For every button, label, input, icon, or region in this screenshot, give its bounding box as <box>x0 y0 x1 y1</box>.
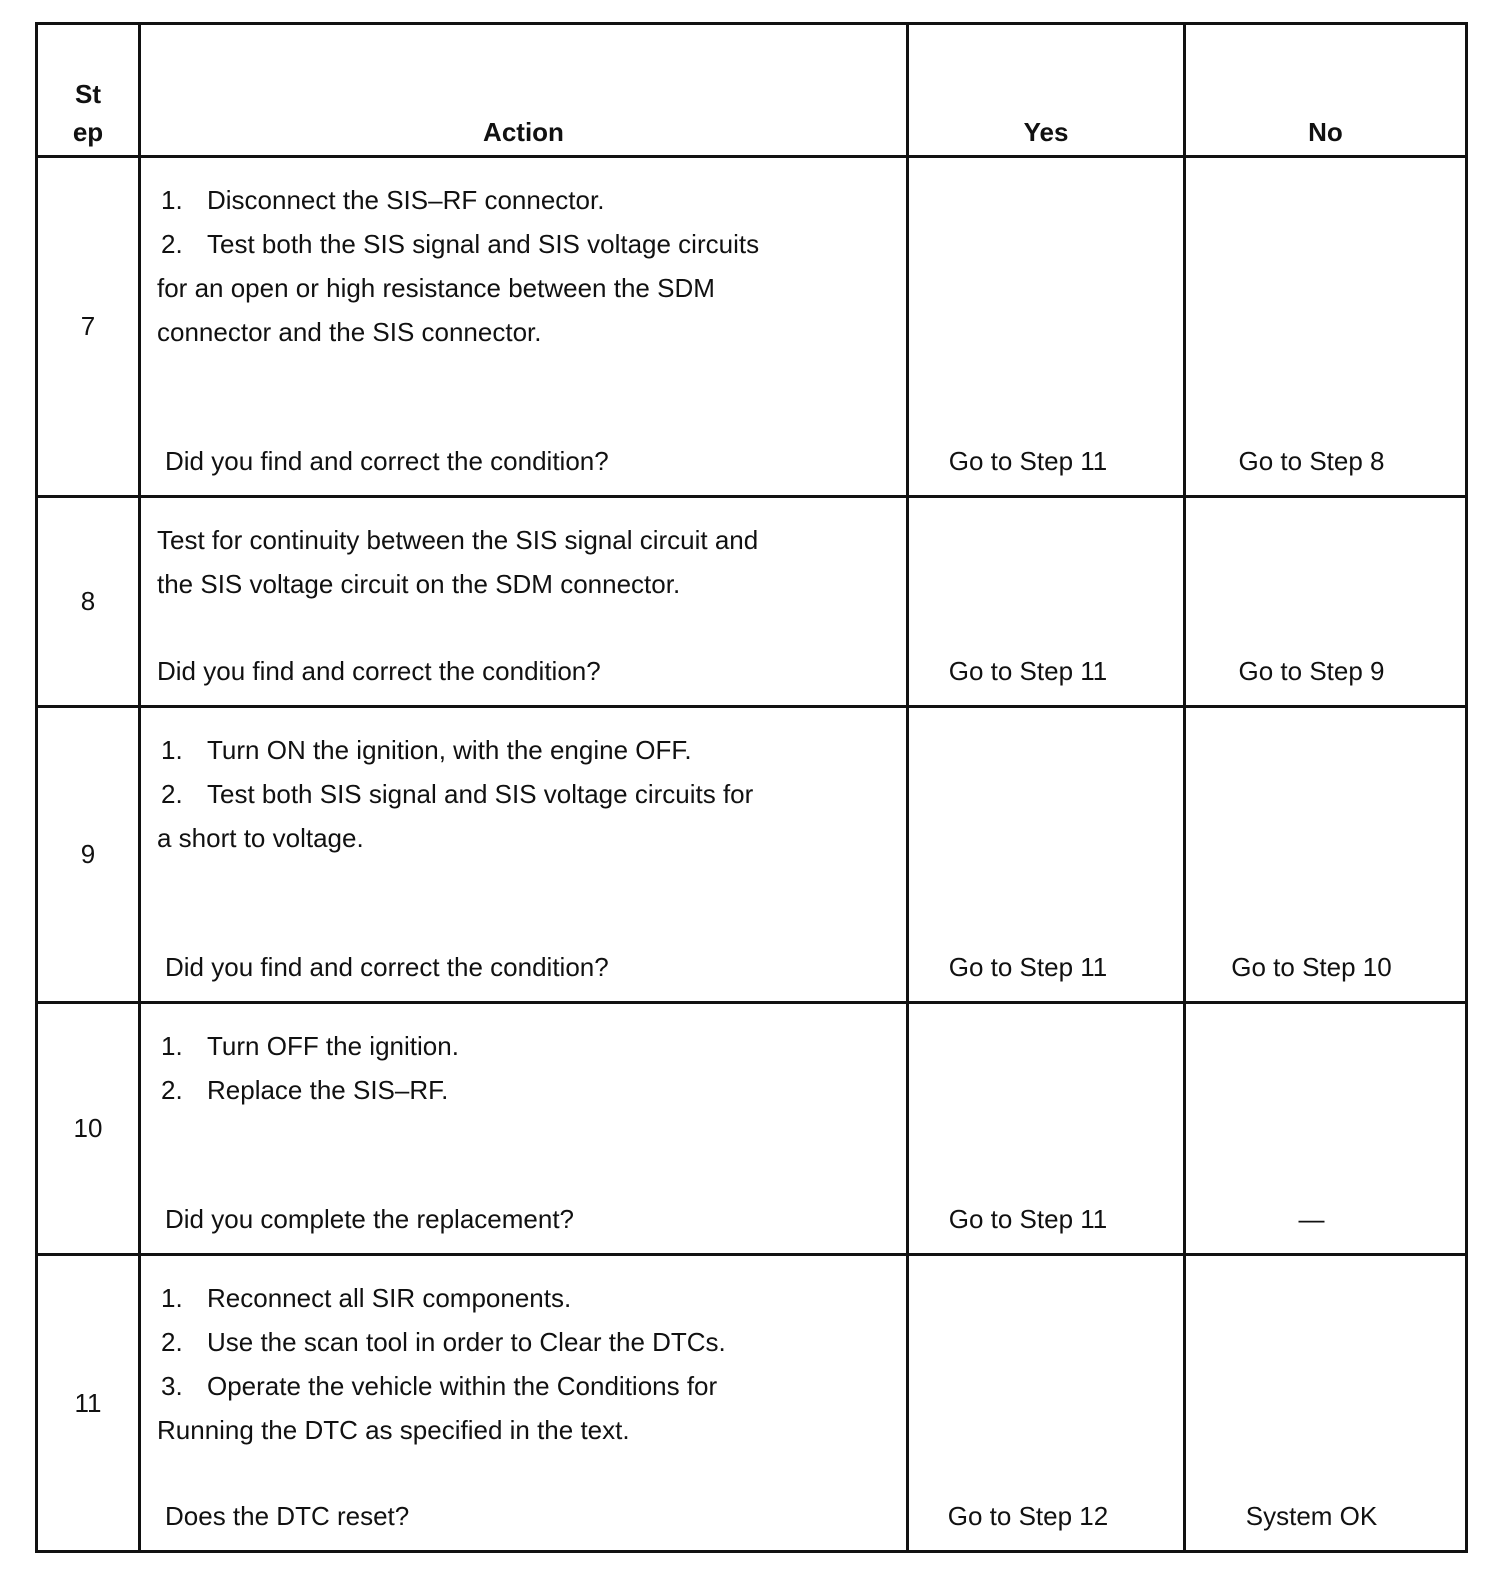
table-row <box>37 707 1467 1003</box>
step-number: 8 <box>37 497 140 707</box>
instruction-number: 2. <box>161 229 183 259</box>
action-question: Did you find and correct the condition? <box>165 446 609 476</box>
action-cell <box>140 497 908 707</box>
instruction-line <box>157 1024 817 1068</box>
instruction-line <box>157 266 817 310</box>
instruction-text: Reconnect all SIR components. <box>207 1283 572 1313</box>
instruction-line <box>157 1408 817 1452</box>
instruction-line <box>157 1068 817 1112</box>
instruction-text: Turn OFF the ignition. <box>207 1031 459 1061</box>
no-cell <box>1185 497 1467 707</box>
instruction-line <box>157 1364 817 1408</box>
action-instructions <box>157 178 817 354</box>
table-body <box>37 157 1467 1552</box>
instruction-line <box>157 518 817 562</box>
yes-answer: Go to Step 11 <box>948 656 1108 686</box>
instruction-line <box>157 222 817 266</box>
no-answer: Go to Step 9 <box>1238 656 1385 686</box>
instruction-number: 3. <box>161 1371 183 1401</box>
yes-cell <box>908 707 1185 1003</box>
no-answer: Go to Step 8 <box>1238 446 1385 476</box>
instruction-text: Disconnect the SIS–RF connector. <box>207 185 605 215</box>
instruction-text: a short to voltage. <box>157 823 364 853</box>
action-instructions <box>157 1024 817 1112</box>
instruction-text: Test for continuity between the SIS signal circuit and <box>157 525 759 555</box>
instruction-number: 1. <box>161 185 183 215</box>
table-row <box>37 1003 1467 1255</box>
step-number: 11 <box>37 1255 140 1552</box>
no-cell <box>1185 1255 1467 1552</box>
instruction-text: Test both SIS signal and SIS voltage circuits for <box>207 779 754 809</box>
action-cell <box>140 707 908 1003</box>
action-cell <box>140 157 908 497</box>
diagnostic-table <box>35 22 1468 1553</box>
no-cell <box>1185 157 1467 497</box>
table-row <box>37 497 1467 707</box>
action-instructions <box>157 728 817 860</box>
action-question: Did you find and correct the condition? <box>157 656 601 686</box>
instruction-line <box>157 1276 817 1320</box>
instruction-number: 2. <box>161 1075 183 1105</box>
header-no: No <box>1185 24 1467 157</box>
step-number: 10 <box>37 1003 140 1255</box>
instruction-number: 1. <box>161 1031 183 1061</box>
action-question: Did you find and correct the condition? <box>165 952 609 982</box>
instruction-text: Operate the vehicle within the Conditions for <box>207 1371 718 1401</box>
yes-answer: Go to Step 11 <box>948 1204 1108 1234</box>
action-instructions <box>157 1276 817 1452</box>
no-answer: — <box>1298 1204 1325 1234</box>
table-row <box>37 1255 1467 1552</box>
instruction-number: 2. <box>161 779 183 809</box>
instruction-text: the SIS voltage circuit on the SDM connector. <box>157 569 681 599</box>
step-number: 9 <box>37 707 140 1003</box>
no-answer: Go to Step 10 <box>1231 952 1392 982</box>
yes-cell <box>908 497 1185 707</box>
table-header-row <box>37 24 1467 157</box>
instruction-text: Turn ON the ignition, with the engine OFF. <box>207 735 692 765</box>
yes-answer: Go to Step 11 <box>948 952 1108 982</box>
action-cell <box>140 1255 908 1552</box>
no-cell <box>1185 1003 1467 1255</box>
instruction-line <box>157 310 817 354</box>
instruction-line <box>157 1320 817 1364</box>
instruction-line <box>157 816 817 860</box>
action-cell <box>140 1003 908 1255</box>
table-row <box>37 157 1467 497</box>
instruction-number: 1. <box>161 1283 183 1313</box>
no-cell <box>1185 707 1467 1003</box>
header-step-line2: ep <box>72 117 104 147</box>
yes-cell <box>908 1255 1185 1552</box>
instruction-text: connector and the SIS connector. <box>157 317 542 347</box>
instruction-text: Test both the SIS signal and SIS voltage circuits <box>207 229 760 259</box>
yes-answer: Go to Step 11 <box>948 446 1108 476</box>
instruction-text: Running the DTC as specified in the text. <box>157 1415 630 1445</box>
header-action: Action <box>140 24 908 157</box>
instruction-text: Replace the SIS–RF. <box>207 1075 449 1105</box>
action-question: Did you complete the replacement? <box>165 1204 575 1234</box>
yes-answer: Go to Step 12 <box>947 1501 1109 1531</box>
instruction-text: Use the scan tool in order to Clear the DTCs. <box>207 1327 726 1357</box>
instruction-line <box>157 728 817 772</box>
step-number: 7 <box>37 157 140 497</box>
yes-cell <box>908 157 1185 497</box>
instruction-number: 1. <box>161 735 183 765</box>
instruction-text: for an open or high resistance between the SDM <box>157 273 715 303</box>
header-yes: Yes <box>908 24 1185 157</box>
instruction-number: 2. <box>161 1327 183 1357</box>
instruction-line <box>157 562 817 606</box>
yes-cell <box>908 1003 1185 1255</box>
action-instructions <box>157 518 817 606</box>
header-step-line1: St <box>75 79 101 109</box>
instruction-line <box>157 772 817 816</box>
header-step <box>37 24 140 157</box>
action-question: Does the DTC reset? <box>165 1501 410 1531</box>
instruction-line <box>157 178 817 222</box>
no-answer: System OK <box>1245 1501 1378 1531</box>
